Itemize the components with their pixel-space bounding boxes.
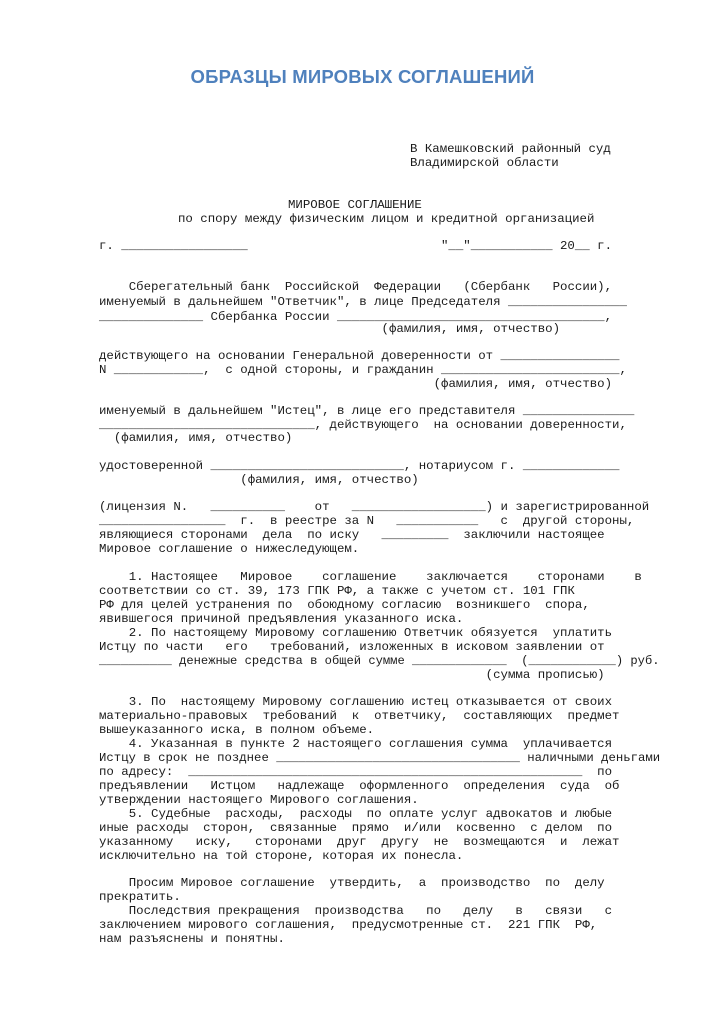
body-line: __________ денежные средства в общей сумме _____________ (____________) руб. (99, 654, 660, 668)
clause-1: 1. Настоящее Мировое соглашение заключается сторонами в (99, 570, 642, 584)
court-region: Владимирской области (410, 156, 559, 170)
city-field: г. _________________ (99, 239, 248, 253)
body-line: РФ для целей устранения по обоюдному согласию возникшего спора, (99, 598, 590, 612)
body-line: материально-правовых требований к ответчику, составляющих предмет (99, 709, 620, 723)
body-line: N ____________, с одной стороны, и гражданин ________________________, (99, 363, 627, 377)
body-line: исключительно на той стороне, которая их понесла. (99, 849, 464, 863)
clause-3: 3. По настоящему Мировому соглашению истец отказывается от своих (99, 695, 613, 709)
body-line: _________________ г. в реестре за N ___________ с другой стороны, (99, 514, 635, 528)
body-line: вышеуказанного иска, в полном объеме. (99, 723, 375, 737)
court-addressee: В Камешковский районный суд (410, 142, 611, 156)
body-line: (лицензия N. __________ от __________________) и зарегистрированной (99, 500, 650, 514)
body-line: именуемый в дальнейшем "Истец", в лице его представителя _______________ (99, 404, 635, 418)
body-line: являющиеся сторонами дела по иску _________ заключили настоящее (99, 528, 605, 542)
body-line: заключением мирового соглашения, предусмотренные ст. 221 ГПК РФ, (99, 918, 598, 932)
clause-5: 5. Судебные расходы, расходы по оплате услуг адвокатов и любые (99, 807, 613, 821)
body-line: нам разъяснены и понятны. (99, 932, 285, 946)
body-line: по адресу: _____________________________________________________ по (99, 765, 613, 779)
field-caption: (фамилия, имя, отчество) (99, 322, 561, 336)
field-caption: (фамилия, имя, отчество) (99, 431, 293, 445)
body-line: иные расходы сторон, связанные прямо и/или косвенно с делом по (99, 821, 613, 835)
body-line: указанному иску, сторонами друг другу не возмещаются и лежат (99, 835, 620, 849)
body-line: Истцу по части его требований, изложенных в исковом заявлении от (99, 640, 605, 654)
body-line: ______________ Сбербанка России ____________________________________, (99, 310, 613, 324)
clause-2: 2. По настоящему Мировому соглашению Ответчик обязуется уплатить (99, 626, 613, 640)
field-caption: (сумма прописью) (99, 668, 605, 682)
body-line: Истцу в срок не позднее _________________________________ наличными деньгами (99, 751, 661, 765)
field-caption: (фамилия, имя, отчество) (99, 473, 419, 487)
document-title: МИРОВОЕ СОГЛАШЕНИЕ (288, 198, 422, 212)
body-line: _____________________________, действующего на основании доверенности, (99, 418, 627, 432)
clause-4: 4. Указанная в пункте 2 настоящего соглашения сумма уплачивается (99, 737, 613, 751)
body-line: соответствии со ст. 39, 173 ГПК РФ, а также с учетом ст. 101 ГПК (99, 584, 575, 598)
field-caption: (фамилия, имя, отчество) (99, 377, 613, 391)
page-title: ОБРАЗЦЫ МИРОВЫХ СОГЛАШЕНИЙ (190, 66, 535, 87)
date-field: "__"___________ 20__ г. (441, 239, 613, 253)
body-line: действующего на основании Генеральной доверенности от ________________ (99, 349, 620, 363)
body-line: именуемый в дальнейшем "Ответчик", в лице Председателя ________________ (99, 295, 627, 309)
body-line: удостоверенной __________________________, нотариусом г. _____________ (99, 459, 620, 473)
body-line: прекратить. (99, 890, 181, 904)
body-line: Сберегательный банк Российской Федерации (Сбербанк России), (99, 280, 613, 294)
body-line: явившегося причиной предъявления указанного иска. (99, 612, 464, 626)
consequences-paragraph: Последствия прекращения производства по делу в связи с (99, 904, 613, 918)
request-paragraph: Просим Мировое соглашение утвердить, а производство по делу (99, 876, 605, 890)
body-line: утверждении настоящего Мирового соглашения. (99, 793, 419, 807)
body-line: Мировое соглашение о нижеследующем. (99, 542, 360, 556)
body-line: предъявлении Истцом надлежаще оформленного определения суда об (99, 779, 620, 793)
document-subtitle: по спору между физическим лицом и кредитной организацией (178, 212, 595, 226)
